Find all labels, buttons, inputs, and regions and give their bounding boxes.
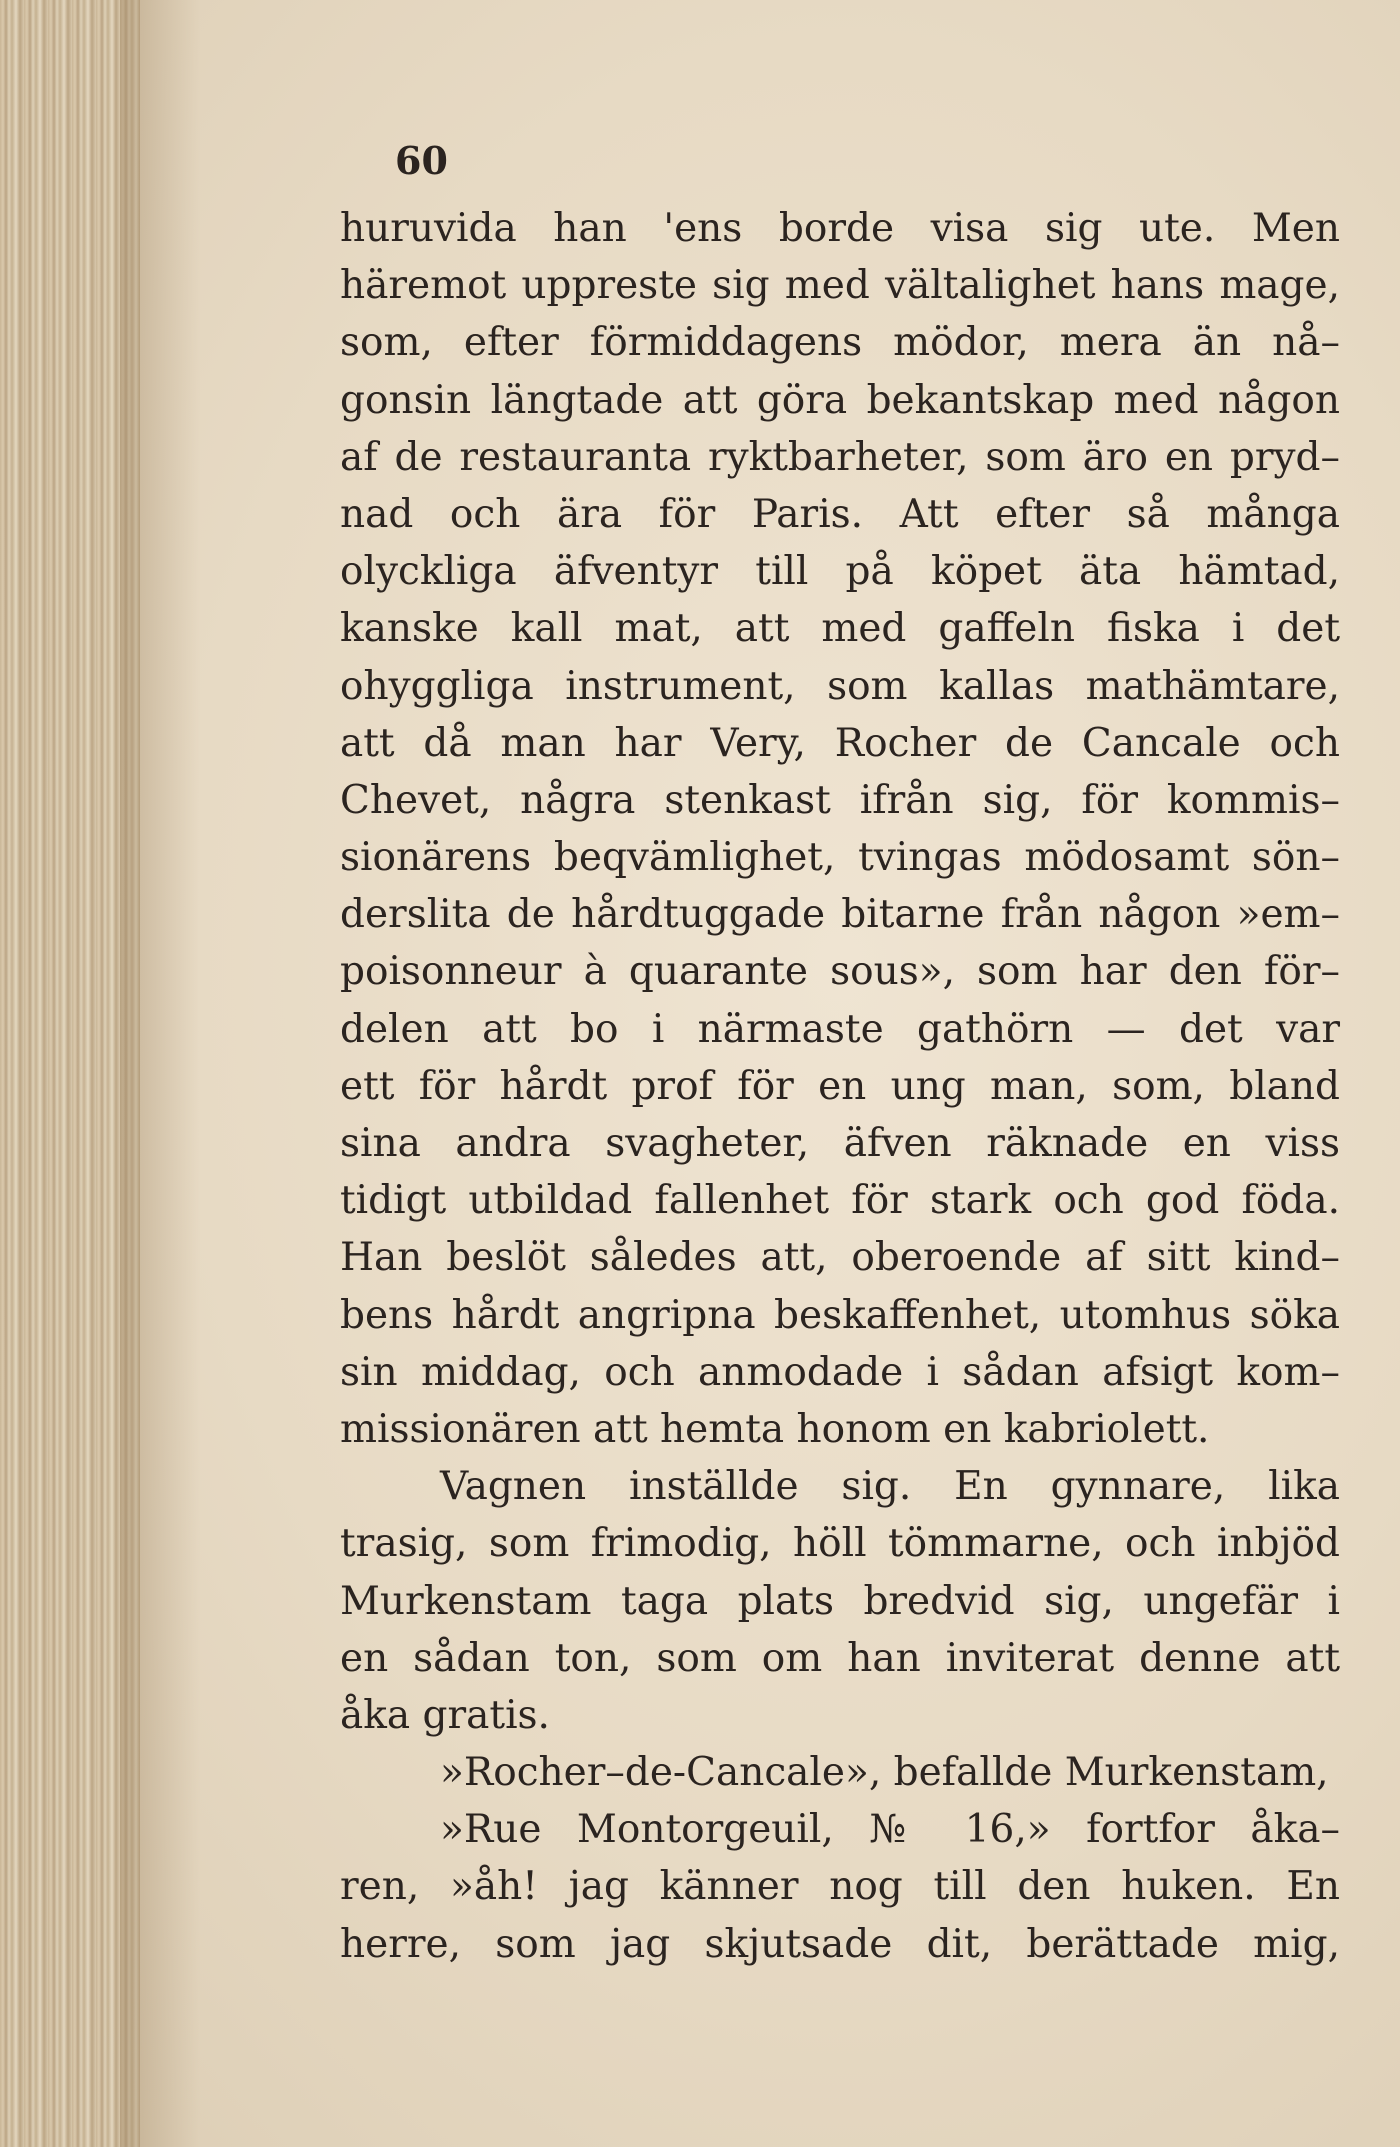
text-line: trasig, som frimodig, höll tömmarne, och inbjöd [340,1521,1340,1567]
text-line: häremot uppreste sig med vältalighet hans mage, [340,263,1340,309]
text-line: Murkenstam taga plats bredvid sig, ungefär i [340,1578,1340,1624]
text-line: af de restauranta ryktbarheter, som äro en pryd– [340,434,1340,480]
text-line: »Rue Montorgeuil, № 16,» fortfor åka– [440,1807,1340,1853]
text-line: som, efter förmiddagens mödor, mera än nå– [340,320,1340,366]
text-line: sionärens beqvämlighet, tvingas mödosamt sön– [340,835,1340,881]
text-line: derslita de hårdtuggade bitarne från någon »em– [340,892,1340,938]
text-line: sina andra svagheter, äfven räknade en viss [340,1121,1340,1166]
text-line: gonsin längtade att göra bekantskap med någon [340,377,1340,423]
text-line: tidigt utbildad fallenhet för stark och god föda. [340,1178,1340,1224]
text-line: Han beslöt således att, oberoende af sitt kind– [340,1235,1340,1281]
text-line: en sådan ton, som om han inviterat denne att [340,1635,1340,1681]
body-text [340,200,1340,1973]
text-line: Vagnen inställde sig. En gynnare, lika [440,1464,1340,1510]
page-number: 60 [395,138,448,183]
text-line: delen att bo i närmaste gathörn — det var [340,1006,1340,1052]
book-binding-edge [0,0,140,2147]
text-line: kanske kall mat, att med gaffeln fiska i det [340,606,1340,652]
text-line: olyckliga äfventyr till på köpet äta hämtad, [340,549,1340,595]
text-line: poisonneur à quarante sous», som har den för– [340,949,1340,995]
text-line: »Rocher–de-Cancale», befallde Murkenstam, [440,1750,1329,1796]
text-line: ren, »åh! jag känner nog till den huken. En [340,1864,1340,1910]
text-line: Chevet, några stenkast ifrån sig, för kommis– [340,777,1340,823]
gutter-shadow [120,0,200,2147]
text-line: huruvida han 'ens borde visa sig ute. Men [340,206,1340,251]
text-line: nad och ära för Paris. Att efter så många [340,491,1340,537]
text-line: missionären att hemta honom en kabriolett. [340,1406,1210,1452]
text-line: bens hårdt angripna beskaffenhet, utomhus söka [340,1292,1340,1338]
text-line: ohyggliga instrument, som kallas mathämtare, [340,663,1340,709]
text-line: sin middag, och anmodade i sådan afsigt kom– [340,1349,1340,1395]
text-line: herre, som jag skjutsade dit, berättade mig, [340,1921,1340,1967]
text-line: ett för hårdt prof för en ung man, som, bland [340,1063,1340,1109]
text-line: att då man har Very, Rocher de Cancale och [340,720,1340,766]
text-line: åka gratis. [340,1692,550,1738]
